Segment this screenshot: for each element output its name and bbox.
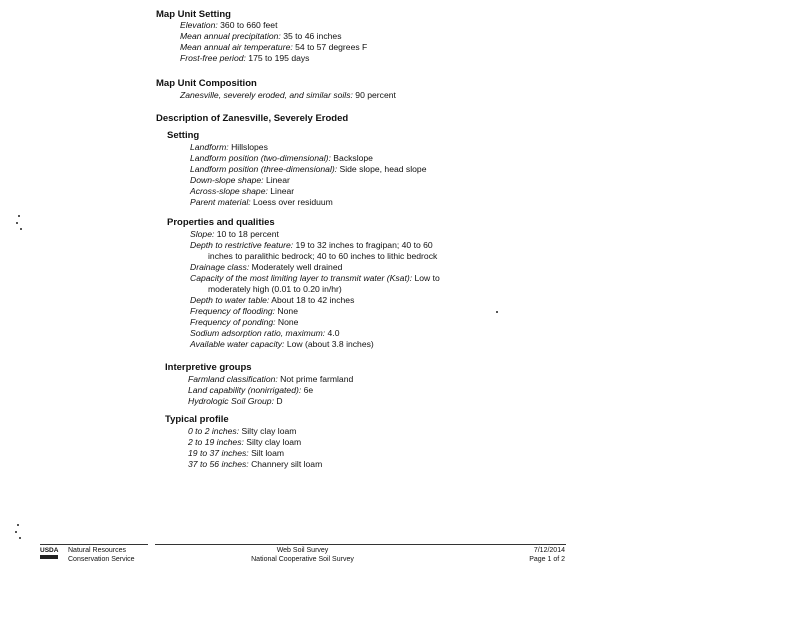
list-item: Landform position (three-dimensional): Side slope, head slope: [190, 164, 427, 174]
setting-list: [190, 142, 426, 208]
list-item: 37 to 56 inches: Channery silt loam: [188, 459, 323, 469]
map-unit-composition-list: [180, 90, 396, 101]
list-item: 0 to 2 inches: Silty clay loam: [188, 426, 297, 436]
setting-heading: Setting: [167, 130, 200, 141]
list-item: Sodium adsorption ratio, maximum: 4.0: [190, 328, 340, 338]
list-item: Drainage class: Moderately well drained: [190, 262, 343, 272]
scan-speck: [16, 222, 18, 224]
interpretive-heading: Interpretive groups: [165, 362, 252, 373]
list-item: Landform: Hillslopes: [190, 142, 268, 152]
list-item: 19 to 37 inches: Silt loam: [188, 448, 285, 458]
description-heading: Description of Zanesville, Severely Eroded: [156, 113, 349, 124]
list-item: Down-slope shape: Linear: [190, 175, 290, 185]
list-item: Frost-free period: 175 to 195 days: [180, 53, 310, 63]
typical-profile-heading: Typical profile: [165, 414, 229, 425]
map-unit-setting-heading: Map Unit Setting: [156, 9, 231, 20]
list-item: Zanesville, severely eroded, and similar soils: 90 percent: [180, 90, 396, 100]
list-item: Hydrologic Soil Group: D: [188, 396, 283, 406]
list-item: Parent material: Loess over residuum: [190, 197, 333, 207]
interpretive-list: [188, 374, 353, 407]
map-unit-composition-heading: Map Unit Composition: [156, 78, 257, 89]
map-unit-setting-list: [180, 20, 367, 64]
list-item: Depth to restrictive feature: 19 to 32 inches to fragipan; 40 to 60: [190, 240, 433, 250]
scan-speck: [17, 524, 19, 526]
scan-speck: [18, 215, 20, 217]
scan-speck: [496, 311, 498, 313]
agency-name: Natural Resources Conservation Service: [68, 547, 135, 563]
list-item: Landform position (two-dimensional): Backslope: [190, 153, 373, 163]
footer-page-number: Page 1 of 2: [529, 556, 565, 563]
list-item: Mean annual air temperature: 54 to 57 degrees F: [180, 42, 368, 52]
list-item-continuation: inches to paralithic bedrock; 40 to 60 inches to lithic bedrock: [208, 251, 438, 261]
list-item: Mean annual precipitation: 35 to 46 inches: [180, 31, 342, 41]
footer-center: Web Soil Survey National Cooperative Soil Survey: [251, 547, 354, 563]
list-item: Farmland classification: Not prime farmland: [188, 374, 354, 384]
list-item: Frequency of flooding: None: [190, 306, 298, 316]
scan-speck: [19, 537, 21, 539]
properties-list: [190, 229, 440, 350]
list-item: Across-slope shape: Linear: [190, 186, 295, 196]
list-item-continuation: moderately high (0.01 to 0.20 in/hr): [208, 284, 342, 294]
usda-logo: USDA: [40, 547, 60, 560]
scan-speck: [20, 228, 22, 230]
footer-date: 7/12/2014: [533, 547, 565, 554]
list-item: 2 to 19 inches: Silty clay loam: [188, 437, 302, 447]
list-item: Frequency of ponding: None: [190, 317, 299, 327]
list-item: Elevation: 360 to 660 feet: [180, 20, 278, 30]
footer-right: [505, 546, 565, 564]
list-item: Land capability (nonirrigated): 6e: [188, 385, 314, 395]
scan-speck: [15, 531, 17, 533]
list-item: Capacity of the most limiting layer to transmit water (Ksat): Low to: [190, 273, 440, 283]
list-item: Depth to water table: About 18 to 42 inches: [190, 295, 355, 305]
footer-rule-left: [40, 544, 148, 545]
typical-profile-list: [188, 426, 322, 470]
list-item: Slope: 10 to 18 percent: [190, 229, 279, 239]
list-item: Available water capacity: Low (about 3.8 inches): [190, 339, 374, 349]
footer-rule-main: [155, 544, 566, 545]
properties-heading: Properties and qualities: [167, 217, 275, 228]
